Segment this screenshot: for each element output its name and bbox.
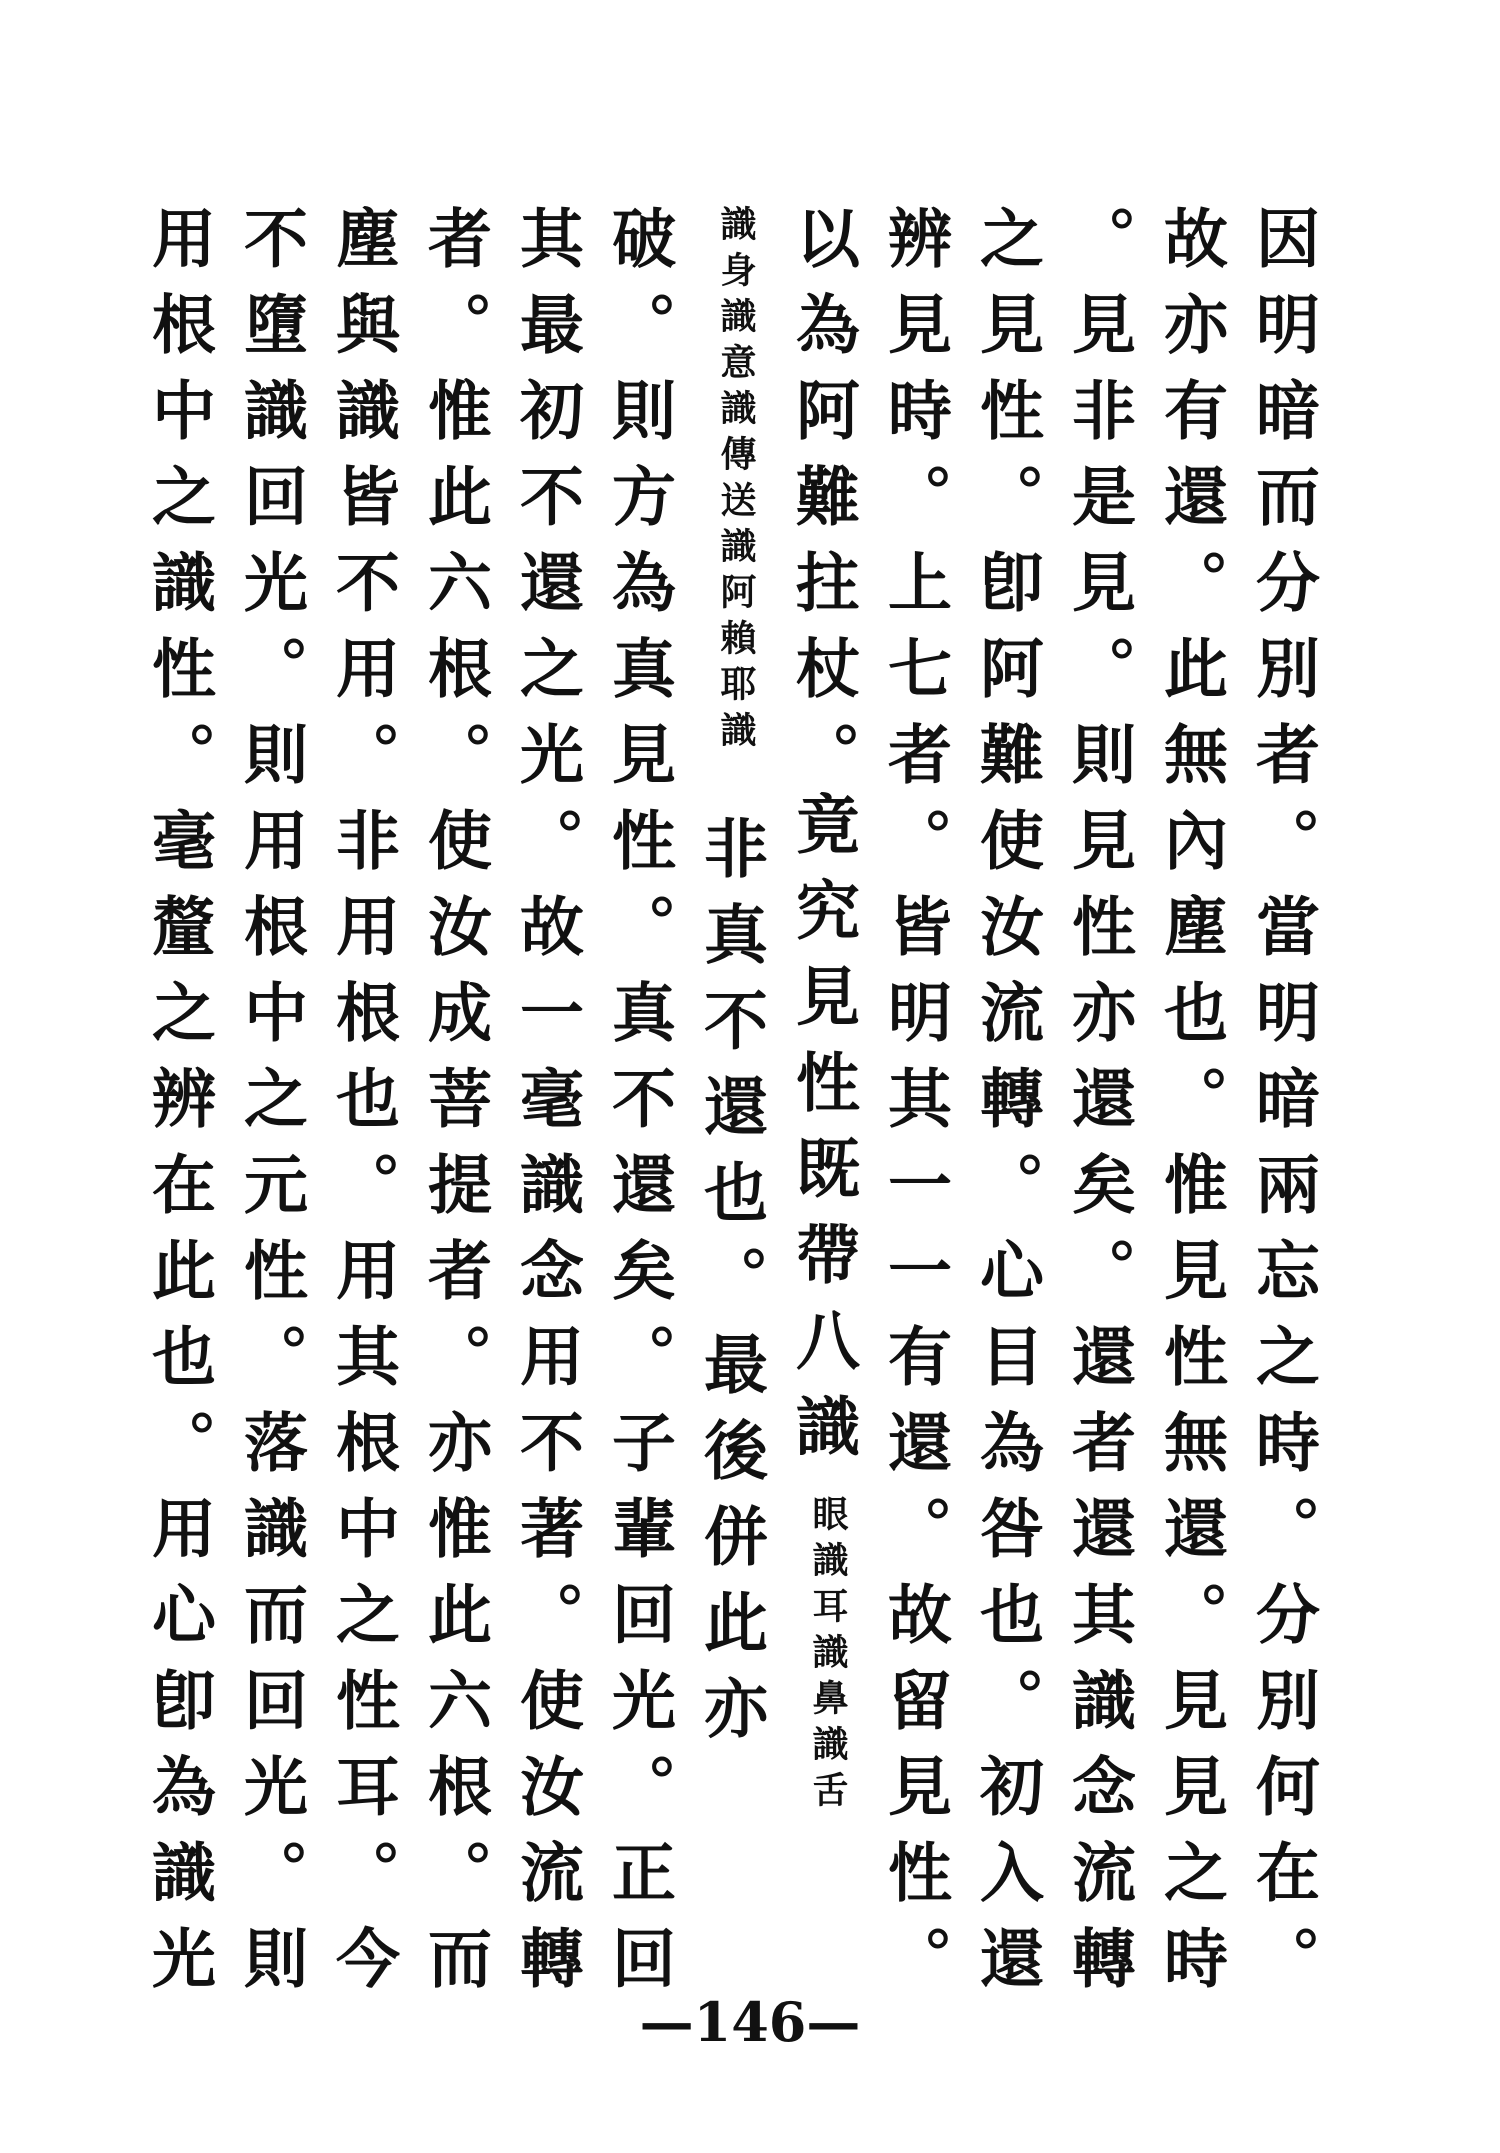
- text-column-13: 用根中之識性。毫釐之辨在此也。用心卽為識光: [141, 205, 216, 2011]
- text-column-4: 之見性。卽阿難使汝流轉。心目為咎也。初入還: [969, 205, 1044, 2011]
- column-7-main: 非真不還也。最後併此亦: [693, 815, 768, 1761]
- text-column-2: 故亦有還。此無內塵也。惟見性無還。見見之時: [1153, 205, 1228, 2011]
- text-column-12: 不墮識回光。則用根中之元性。落識而回光。則: [233, 205, 308, 2011]
- column-6-main-bottom: 竟究見性既帶八識: [785, 791, 860, 1479]
- column-6-main-top: 以為阿難拄杖。: [785, 205, 860, 807]
- text-column-10: 者。惟此六根。使汝成菩提者。亦惟此六根。而: [417, 205, 492, 2011]
- text-column-5: 辨見時。上七者。皆明其一一有還。故留見性。: [877, 205, 952, 2011]
- text-column-1: 因明暗而分別者。當明暗兩忘之時。分別何在。: [1245, 205, 1320, 2011]
- text-column-8: 破。則方為真見性。真不還矣。子輩回光。正回: [601, 205, 676, 2011]
- page-number: —146—: [639, 1990, 861, 2054]
- text-column-7: [693, 205, 778, 1935]
- text-column-6: [785, 205, 870, 1935]
- column-6-annotation: 眼識耳識鼻識舌: [807, 1495, 849, 1817]
- column-7-annotation: 識身識意識傳送識阿賴耶識: [715, 205, 757, 757]
- text-column-9: 其最初不還之光。故一毫識念用不著。使汝流轉: [509, 205, 584, 2011]
- vertical-text-block: [141, 205, 1330, 2011]
- text-column-11: 塵與識皆不用。非用根也。用其根中之性耳。今: [325, 205, 400, 2011]
- text-column-3: 。見非是見。則見性亦還矣。還者還其識念流轉: [1061, 205, 1136, 2011]
